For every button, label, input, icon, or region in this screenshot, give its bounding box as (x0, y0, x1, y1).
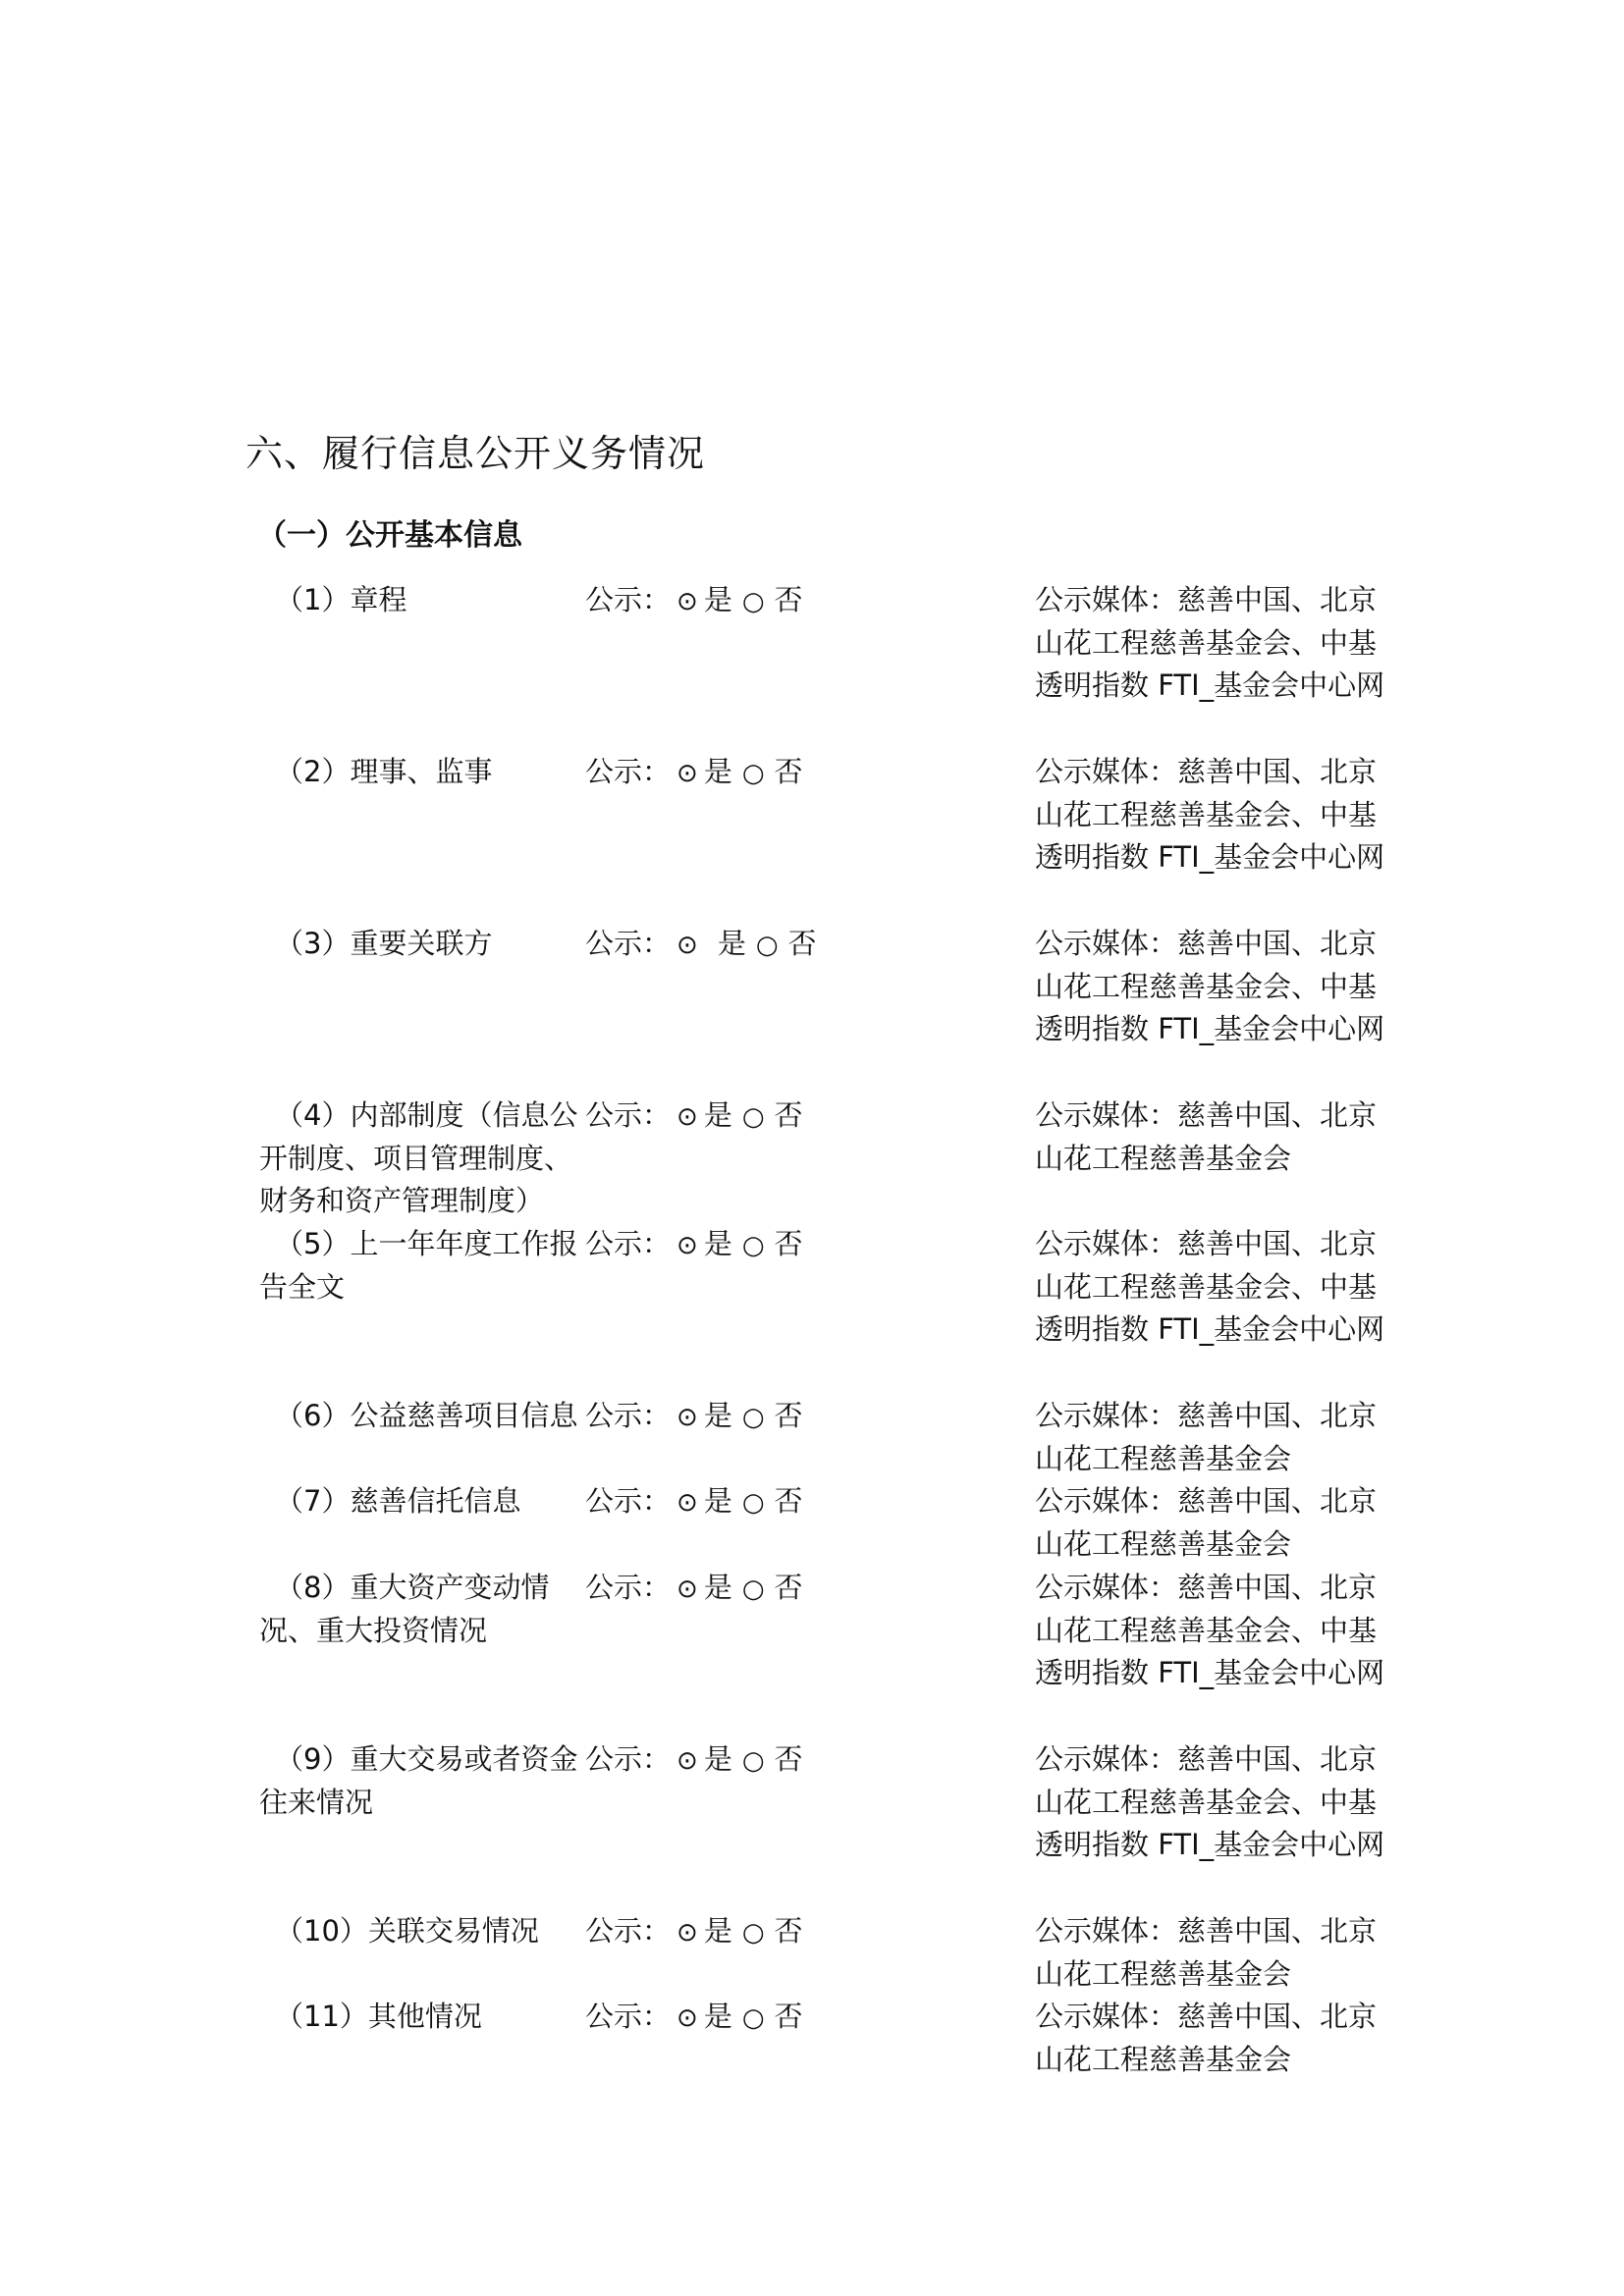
yes-label: 是 (703, 1484, 732, 1518)
item-name: （10）关联交易情况 (275, 1914, 539, 1948)
disclosure-label: 公示： (585, 927, 672, 960)
radio-checked-icon: ⊙ (677, 1746, 698, 1776)
disclosure-label: 公示： (585, 2000, 672, 2033)
no-label: 否 (774, 755, 803, 788)
radio-checked-icon: ⊙ (677, 1403, 698, 1432)
disclosure-status (585, 1738, 880, 1784)
radio-checked-icon: ⊙ (677, 931, 698, 960)
disclosure-label: 公示： (585, 1098, 672, 1132)
radio-checked-icon: ⊙ (677, 1575, 698, 1604)
media-text: 公示媒体：慈善中国、北京山花工程慈善基金会、中基透明指数 FTI_基金会中心网 (1035, 1742, 1385, 1862)
item-name: （3）重要关联方 (275, 927, 493, 960)
disclosure-label: 公示： (585, 1399, 672, 1432)
radio-checked-icon: ⊙ (677, 759, 698, 788)
media-text: 公示媒体：慈善中国、北京山花工程慈善基金会 (1035, 2000, 1378, 2076)
no-label: 否 (774, 2000, 803, 2033)
media-text: 公示媒体：慈善中国、北京山花工程慈善基金会 (1035, 1484, 1378, 1561)
radio-unchecked-icon: ○ (741, 1231, 765, 1260)
disclosure-status (585, 923, 880, 968)
radio-unchecked-icon: ○ (741, 1102, 765, 1132)
item-name: （6）公益慈善项目信息 (275, 1399, 578, 1432)
radio-unchecked-icon: ○ (741, 1918, 765, 1948)
radio-checked-icon: ⊙ (677, 1102, 698, 1132)
disclosure-status (585, 1095, 880, 1140)
yes-label: 是 (703, 1098, 732, 1132)
no-label: 否 (787, 927, 817, 960)
media-text: 公示媒体：慈善中国、北京山花工程慈善基金会、中基透明指数 FTI_基金会中心网 (1035, 1227, 1385, 1347)
no-label: 否 (774, 1098, 803, 1132)
yes-label: 是 (703, 755, 732, 788)
radio-checked-icon: ⊙ (677, 587, 698, 616)
item-name: （2）理事、监事 (275, 755, 493, 788)
disclosure-status (585, 1996, 880, 2041)
radio-unchecked-icon: ○ (741, 587, 765, 616)
item-name: （5）上一年年度工作报告全文 (259, 1227, 578, 1304)
disclosure-status (585, 1223, 880, 1268)
disclosure-label: 公示： (585, 1742, 672, 1776)
disclosure-status (585, 579, 880, 624)
disclosure-label: 公示： (585, 1484, 672, 1518)
media-text: 公示媒体：慈善中国、北京山花工程慈善基金会、中基透明指数 FTI_基金会中心网 (1035, 583, 1385, 703)
no-label: 否 (774, 1914, 803, 1948)
item-name: （11）其他情况 (275, 2000, 482, 2033)
radio-checked-icon: ⊙ (677, 1918, 698, 1948)
no-label: 否 (774, 1484, 803, 1518)
disclosure-label: 公示： (585, 1227, 672, 1260)
subsection-title: （一）公开基本信息 (257, 518, 522, 553)
no-label: 否 (774, 1742, 803, 1776)
yes-label: 是 (703, 1227, 732, 1260)
media-text: 公示媒体：慈善中国、北京山花工程慈善基金会 (1035, 1399, 1378, 1475)
radio-checked-icon: ⊙ (677, 1231, 698, 1260)
disclosure-status (585, 751, 880, 796)
radio-unchecked-icon: ○ (741, 1575, 765, 1604)
radio-unchecked-icon: ○ (741, 1746, 765, 1776)
disclosure-status (585, 1395, 880, 1440)
radio-unchecked-icon: ○ (741, 1403, 765, 1432)
yes-label: 是 (703, 1571, 732, 1604)
no-label: 否 (774, 1399, 803, 1432)
item-name: （9）重大交易或者资金往来情况 (259, 1742, 578, 1819)
item-name: （1）章程 (275, 583, 407, 616)
yes-label: 是 (703, 1742, 732, 1776)
section-title: 六、履行信息公开义务情况 (245, 432, 706, 475)
radio-unchecked-icon: ○ (741, 1488, 765, 1518)
disclosure-label: 公示： (585, 1914, 672, 1948)
disclosure-label: 公示： (585, 583, 672, 616)
radio-unchecked-icon: ○ (741, 2003, 765, 2033)
item-name: （7）慈善信托信息 (275, 1484, 521, 1518)
yes-label: 是 (703, 1399, 732, 1432)
radio-checked-icon: ⊙ (677, 1488, 698, 1518)
disclosure-label: 公示： (585, 755, 672, 788)
item-name: （8）重大资产变动情况、重大投资情况 (259, 1571, 550, 1647)
media-text: 公示媒体：慈善中国、北京山花工程慈善基金会、中基透明指数 FTI_基金会中心网 (1035, 1571, 1385, 1690)
yes-label: 是 (717, 927, 746, 960)
media-text: 公示媒体：慈善中国、北京山花工程慈善基金会、中基透明指数 FTI_基金会中心网 (1035, 927, 1385, 1046)
radio-unchecked-icon: ○ (741, 759, 765, 788)
disclosure-status (585, 1910, 880, 1955)
disclosure-status (585, 1480, 880, 1525)
yes-label: 是 (703, 2000, 732, 2033)
media-text: 公示媒体：慈善中国、北京山花工程慈善基金会 (1035, 1098, 1378, 1175)
disclosure-label: 公示： (585, 1571, 672, 1604)
item-name: （4）内部制度（信息公开制度、项目管理制度、财务和资产管理制度） (259, 1098, 578, 1218)
disclosure-status (585, 1567, 880, 1612)
no-label: 否 (774, 583, 803, 616)
radio-checked-icon: ⊙ (677, 2003, 698, 2033)
media-text: 公示媒体：慈善中国、北京山花工程慈善基金会 (1035, 1914, 1378, 1991)
radio-unchecked-icon: ○ (755, 931, 779, 960)
no-label: 否 (774, 1571, 803, 1604)
yes-label: 是 (703, 583, 732, 616)
yes-label: 是 (703, 1914, 732, 1948)
no-label: 否 (774, 1227, 803, 1260)
media-text: 公示媒体：慈善中国、北京山花工程慈善基金会、中基透明指数 FTI_基金会中心网 (1035, 755, 1385, 875)
